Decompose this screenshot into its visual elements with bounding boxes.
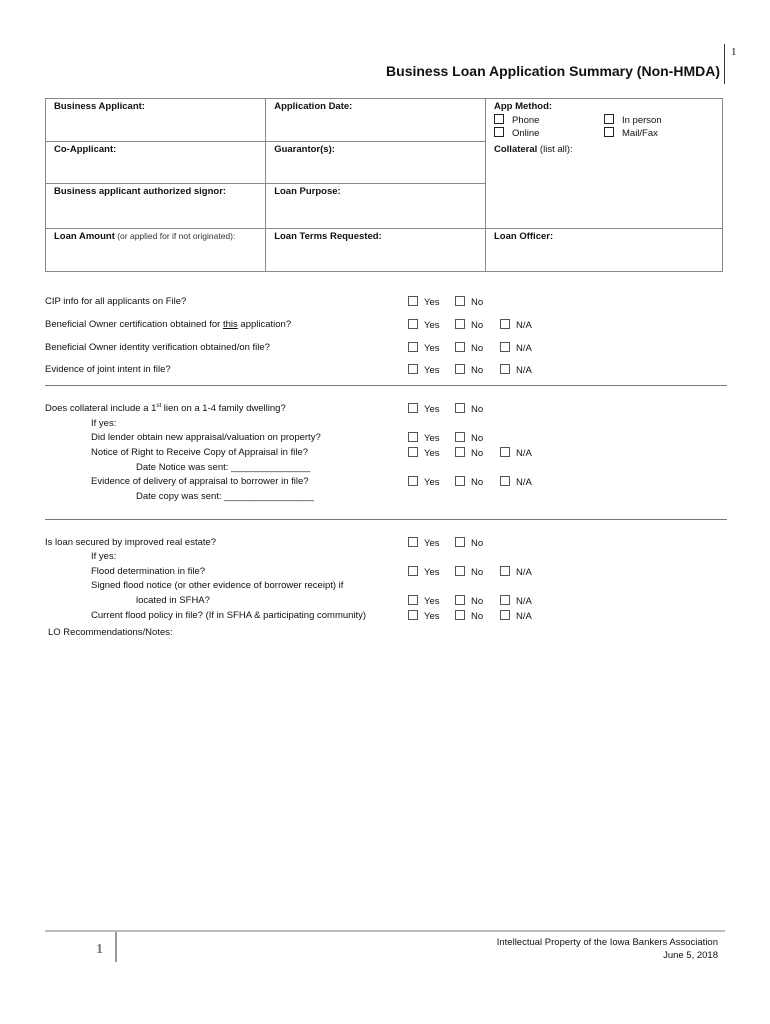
lien-text: Does collateral include a 1 [45,403,157,415]
applicant-info-table [45,98,723,272]
footer-text [497,936,718,962]
no-label: No [471,404,484,415]
no-label: No [471,433,484,444]
flood-det-na-option[interactable] [500,566,532,578]
no-label: No [471,477,484,488]
loan-purpose-cell[interactable] [266,184,486,228]
yes-label: Yes [424,611,440,622]
no-label: No [471,596,484,607]
checkbox-icon [500,566,510,576]
checkbox-icon [408,476,418,486]
na-label: N/A [516,448,532,459]
cip-no-option[interactable] [455,296,483,308]
checkbox-icon [408,537,418,547]
checkbox-icon [455,537,465,547]
yes-label: Yes [424,596,440,607]
checkbox-icon [408,610,418,620]
application-date-label: Application Date: [274,101,353,112]
checkbox-icon [408,595,418,605]
na-label: N/A [516,477,532,488]
authorized-signor-cell[interactable] [46,184,266,228]
date-notice-field[interactable]: Date Notice was sent: _______________ [136,462,311,473]
question-bo-cert [45,319,291,330]
checkbox-icon [455,432,465,442]
loan-purpose-label: Loan Purpose: [274,186,341,198]
checkbox-icon [408,364,418,374]
checkbox-icon [455,610,465,620]
lien-yes-option[interactable] [408,403,440,415]
yes-label: Yes [424,477,440,488]
question-evidence-delivery: Evidence of delivery of appraisal to borrower in file? [91,476,309,487]
collateral-label: Collateral [494,143,538,155]
lien-no-option[interactable] [455,403,483,415]
footer-page-number: 1 [96,942,103,957]
question-appraisal: Did lender obtain new appraisal/valuation on property? [91,432,321,443]
page-number: 1 [731,46,737,58]
online-label: Online [512,128,540,139]
checkbox-icon [500,595,510,605]
no-label: No [471,365,484,376]
section-divider [45,519,727,520]
checkbox-icon [455,566,465,576]
bo-cert-emphasis: this [222,319,238,330]
checkbox-icon [408,432,418,442]
no-label: No [471,448,484,459]
no-label: No [471,297,484,308]
section-divider [45,385,727,386]
bo-cert-na-option[interactable] [500,319,532,331]
footer-date: June 5, 2018 [663,950,718,961]
joint-no-option[interactable] [455,364,483,376]
yes-label: Yes [424,433,440,444]
flood-det-no-option[interactable] [455,566,483,578]
question-flood-notice: Signed flood notice (or other evidence of borrower receipt) if [91,580,344,591]
question-cip: CIP info for all applicants on File? [45,296,187,307]
footer-page-divider [115,932,117,962]
bo-cert-text-end: application? [237,319,292,330]
question-secured: Is loan secured by improved real estate? [45,537,217,548]
co-applicant-label: Co-Applicant: [54,144,117,156]
loan-terms-label: Loan Terms Requested: [274,230,382,242]
co-applicant-cell[interactable] [46,142,266,184]
bo-id-no-option[interactable] [455,342,483,354]
mail-fax-checkbox[interactable] [604,127,614,137]
checkbox-icon [408,403,418,413]
no-label: No [471,343,484,354]
question-bo-id: Beneficial Owner identity verification obtained/on file? [45,342,270,353]
secured-no-option[interactable] [455,537,483,549]
checkbox-icon [455,595,465,605]
cip-yes-option[interactable] [408,296,440,308]
lien-superscript: st [156,403,162,409]
yes-label: Yes [424,404,440,415]
flood-notice-na-option[interactable] [500,595,532,607]
notice-yes-option[interactable] [408,447,440,459]
checkbox-icon [500,610,510,620]
in-person-label: In person [622,115,662,126]
no-label: No [471,538,484,549]
checkbox-icon [408,296,418,306]
joint-yes-option[interactable] [408,364,440,376]
checkbox-icon [455,296,465,306]
secured-yes-option[interactable] [408,537,440,549]
if-yes-label: If yes: [91,551,117,562]
checkbox-icon [500,447,510,457]
yes-label: Yes [424,365,440,376]
lo-notes-label: LO Recommendations/Notes: [48,627,173,638]
loan-amount-cell[interactable] [46,228,266,271]
na-label: N/A [516,343,532,354]
na-label: N/A [516,596,532,607]
guarantors-label: Guarantor(s): [274,144,335,156]
checkbox-icon [408,342,418,352]
app-method-cell [486,99,723,142]
yes-label: Yes [424,538,440,549]
yes-label: Yes [424,567,440,578]
collateral-note: (list all): [537,143,573,155]
question-flood-determination: Flood determination in file? [91,566,206,577]
appraisal-no-option[interactable] [455,432,483,444]
no-label: No [471,611,484,622]
joint-na-option[interactable] [500,364,532,376]
online-checkbox[interactable] [494,127,504,137]
delivery-no-option[interactable] [455,476,483,488]
delivery-na-option[interactable] [500,476,532,488]
bo-cert-text: Beneficial Owner certification obtained for [45,319,223,330]
footer-copyright: Intellectual Property of the Iowa Bankers Association [496,937,718,948]
checkbox-icon [455,403,465,413]
if-yes-label: If yes: [91,418,117,429]
loan-terms-cell[interactable] [266,228,486,271]
checkbox-icon [455,342,465,352]
no-label: No [471,320,484,331]
bo-cert-no-option[interactable] [455,319,483,331]
question-joint-intent: Evidence of joint intent in file? [45,364,171,375]
in-person-checkbox[interactable] [604,114,614,124]
mail-fax-label: Mail/Fax [622,128,658,139]
flood-policy-na-option[interactable] [500,610,532,622]
application-date-cell[interactable] [266,99,486,142]
na-label: N/A [516,567,532,578]
flood-notice-yes-option[interactable] [408,595,440,607]
header-divider [724,44,725,84]
bo-id-yes-option[interactable] [408,342,440,354]
date-copy-field[interactable]: Date copy was sent: _________________ [136,491,314,502]
checkbox-icon [500,476,510,486]
business-applicant-label: Business Applicant: [54,101,145,112]
na-label: N/A [516,320,532,331]
question-collateral-lien [45,403,286,414]
loan-amount-note: (or applied for if not originated): [114,230,236,241]
checkbox-icon [500,364,510,374]
flood-policy-no-option[interactable] [455,610,483,622]
question-flood-notice-cont: located in SFHA? [136,595,210,606]
loan-officer-cell[interactable] [486,228,723,271]
flood-policy-yes-option[interactable] [408,610,440,622]
yes-label: Yes [424,320,440,331]
checkbox-icon [500,319,510,329]
question-notice-right: Notice of Right to Receive Copy of Appraisal in file? [91,447,309,458]
checkbox-icon [408,447,418,457]
delivery-yes-option[interactable] [408,476,440,488]
authorized-signor-label: Business applicant authorized signor: [54,186,227,198]
yes-label: Yes [424,343,440,354]
yes-label: Yes [424,448,440,459]
notice-no-option[interactable] [455,447,483,459]
bo-cert-yes-option[interactable] [408,319,440,331]
flood-notice-no-option[interactable] [455,595,483,607]
footer-divider [45,930,725,932]
guarantors-cell[interactable] [266,142,486,184]
checkbox-icon [455,447,465,457]
na-label: N/A [516,611,532,622]
phone-label: Phone [512,115,540,126]
lien-text-end: lien on a 1-4 family dwelling? [161,403,286,415]
checkbox-icon [500,342,510,352]
loan-amount-label: Loan Amount [54,230,115,242]
flood-det-yes-option[interactable] [408,566,440,578]
checkbox-icon [455,319,465,329]
lo-notes-area[interactable] [45,642,725,912]
checkbox-icon [408,566,418,576]
na-label: N/A [516,365,532,376]
checkbox-icon [455,476,465,486]
question-flood-policy: Current flood policy in file? (If in SFHA & participating community) [91,610,367,621]
collateral-cell[interactable] [486,142,723,228]
no-label: No [471,567,484,578]
business-applicant-cell[interactable] [46,99,266,142]
appraisal-yes-option[interactable] [408,432,440,444]
page-title: Business Loan Application Summary (Non-HMDA) [386,63,720,79]
app-method-label: App Method: [494,101,553,112]
bo-id-na-option[interactable] [500,342,532,354]
notice-na-option[interactable] [500,447,532,459]
phone-checkbox[interactable] [494,114,504,124]
yes-label: Yes [424,297,440,308]
checkbox-icon [408,319,418,329]
loan-officer-label: Loan Officer: [494,230,554,242]
checkbox-icon [455,364,465,374]
